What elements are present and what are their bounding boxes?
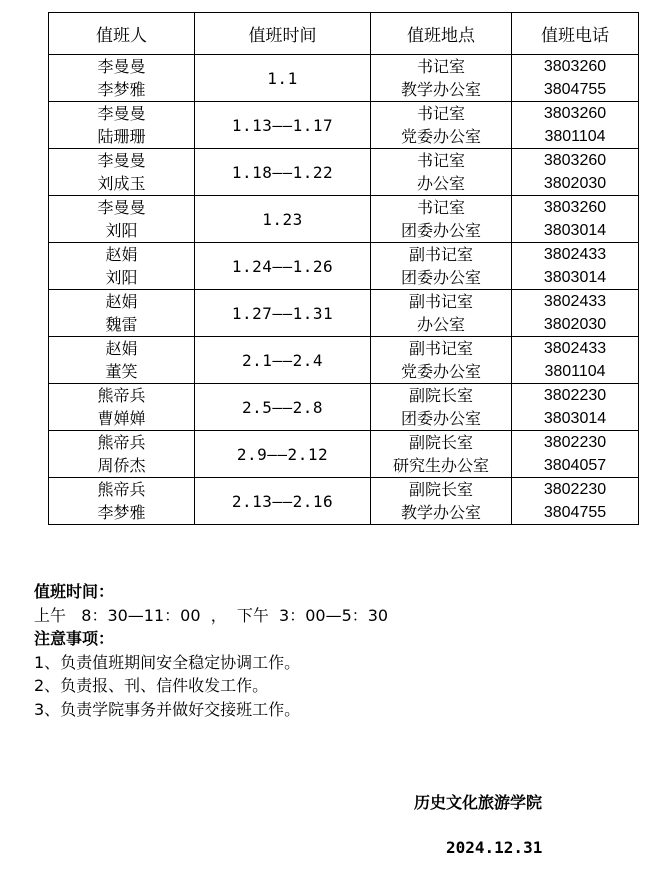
cell-people-line: 魏雷 (105, 315, 138, 334)
cell-phones (512, 196, 639, 243)
cell-phones (512, 149, 639, 196)
cell-people-line: 刘阳 (105, 268, 138, 287)
cell-phones-line: 3803014 (543, 410, 607, 427)
cell-phones-line: 3802030 (543, 316, 607, 333)
notes-section (34, 580, 388, 721)
cell-time: 1.24——1.26 (195, 243, 371, 290)
cell-places-line: 书记室 (416, 57, 465, 76)
cell-phones (512, 102, 639, 149)
cell-places (371, 102, 512, 149)
cell-phones-line: 3802230 (543, 387, 607, 404)
table-row (49, 337, 639, 384)
cell-time: 2.5——2.8 (195, 384, 371, 431)
cell-people-line: 曹婵婵 (97, 409, 146, 428)
cell-places-line: 副院长室 (408, 433, 473, 452)
cell-places-line: 副书记室 (408, 292, 473, 311)
header-phone: 值班电话 (512, 13, 639, 55)
cell-places-line: 教学办公室 (400, 80, 481, 99)
cell-people-line: 李曼曼 (97, 151, 146, 170)
cell-people-line: 董笑 (105, 362, 138, 381)
cell-people (49, 55, 195, 102)
duty-hours-heading: 值班时间： (34, 582, 115, 601)
cell-phones-line: 3803260 (543, 58, 607, 75)
cell-places-line: 教学办公室 (400, 503, 481, 522)
cell-phones-line: 3802230 (543, 434, 607, 451)
cell-people (49, 149, 195, 196)
header-time: 值班时间 (195, 13, 371, 55)
cell-people-line: 李梦雅 (97, 503, 146, 522)
cell-people-line: 刘成玉 (97, 174, 146, 193)
cell-phones-line: 3802433 (543, 246, 607, 263)
cell-places (371, 290, 512, 337)
cell-phones (512, 290, 639, 337)
table-row (49, 478, 639, 525)
cell-people-line: 赵娟 (105, 292, 138, 311)
header-place: 值班地点 (371, 13, 512, 55)
cell-people (49, 290, 195, 337)
cell-people-line: 熊帝兵 (97, 386, 146, 405)
cell-people-line: 周侨杰 (97, 456, 146, 475)
cell-places-line: 副院长室 (408, 480, 473, 499)
signature-date: 2024.12.31 (446, 838, 543, 857)
cell-people (49, 384, 195, 431)
duty-hours-text: 上午 8：30—11：00 ， 下午 3：00—5：30 (34, 605, 389, 625)
cell-places (371, 478, 512, 525)
cell-time: 1.23 (195, 196, 371, 243)
cell-people-line: 陆珊珊 (97, 127, 146, 146)
cell-time: 1.27——1.31 (195, 290, 371, 337)
header-person: 值班人 (49, 13, 195, 55)
cell-phones (512, 337, 639, 384)
cell-places-line: 研究生办公室 (392, 456, 489, 475)
cell-phones-line: 3803260 (543, 152, 607, 169)
cell-people-line: 李曼曼 (97, 104, 146, 123)
cell-places-line: 书记室 (416, 151, 465, 170)
table-row (49, 290, 639, 337)
cell-people (49, 337, 195, 384)
cell-places-line: 党委办公室 (400, 127, 481, 146)
cell-people (49, 431, 195, 478)
table-row (49, 196, 639, 243)
cell-places-line: 办公室 (416, 315, 465, 334)
cell-people (49, 243, 195, 290)
cell-phones (512, 243, 639, 290)
cell-phones-line: 3803260 (543, 105, 607, 122)
cell-phones-line: 3804057 (543, 457, 607, 474)
table-row (49, 384, 639, 431)
cell-people-line: 李梦雅 (97, 80, 146, 99)
cell-phones (512, 478, 639, 525)
cell-phones-line: 3804755 (543, 81, 607, 98)
cell-places-line: 副书记室 (408, 245, 473, 264)
cell-people-line: 熊帝兵 (97, 480, 146, 499)
cell-people (49, 102, 195, 149)
cell-time: 1.1 (195, 55, 371, 102)
table-row (49, 149, 639, 196)
cell-places (371, 337, 512, 384)
cell-people-line: 赵娟 (105, 245, 138, 264)
cell-places (371, 243, 512, 290)
cell-time: 2.1——2.4 (195, 337, 371, 384)
table-row (49, 431, 639, 478)
signature-org: 历史文化旅游学院 (414, 793, 543, 812)
cell-places-line: 书记室 (416, 104, 465, 123)
cell-phones (512, 384, 639, 431)
cell-phones-line: 3801104 (544, 363, 606, 380)
cell-phones-line: 3804755 (543, 504, 607, 521)
cell-places (371, 196, 512, 243)
cell-people-line: 李曼曼 (97, 198, 146, 217)
cell-people (49, 478, 195, 525)
table-row (49, 55, 639, 102)
table-row (49, 243, 639, 290)
cell-people-line: 赵娟 (105, 339, 138, 358)
cell-places-line: 团委办公室 (400, 268, 481, 287)
cell-places-line: 副书记室 (408, 339, 473, 358)
cell-time: 2.9——2.12 (195, 431, 371, 478)
cell-phones-line: 3801104 (544, 128, 606, 145)
cell-phones (512, 431, 639, 478)
cell-time: 1.13——1.17 (195, 102, 371, 149)
cell-places (371, 55, 512, 102)
note-item: 1、负责值班期间安全稳定协调工作。 (34, 652, 301, 672)
note-item: 3、负责学院事务并做好交接班工作。 (34, 699, 301, 719)
cell-places (371, 431, 512, 478)
cell-people-line: 刘阳 (105, 221, 138, 240)
cell-places (371, 149, 512, 196)
table-row (49, 102, 639, 149)
cell-people-line: 熊帝兵 (97, 433, 146, 452)
cell-time: 1.18——1.22 (195, 149, 371, 196)
cell-places-line: 团委办公室 (400, 221, 481, 240)
cell-phones-line: 3803260 (543, 199, 607, 216)
cell-people-line: 李曼曼 (97, 57, 146, 76)
cell-people (49, 196, 195, 243)
notes-heading: 注意事项： (34, 629, 115, 648)
cell-phones-line: 3802030 (543, 175, 607, 192)
cell-places-line: 党委办公室 (400, 362, 481, 381)
cell-phones-line: 3802230 (543, 481, 607, 498)
cell-phones-line: 3803014 (543, 269, 607, 286)
cell-time: 2.13——2.16 (195, 478, 371, 525)
cell-phones-line: 3803014 (543, 222, 607, 239)
cell-phones-line: 3802433 (543, 293, 607, 310)
cell-places-line: 团委办公室 (400, 409, 481, 428)
cell-phones-line: 3802433 (543, 340, 607, 357)
table-header-row (49, 13, 639, 55)
cell-places-line: 副院长室 (408, 386, 473, 405)
duty-roster-table (48, 12, 639, 525)
note-item: 2、负责报、刊、信件收发工作。 (34, 676, 269, 695)
cell-phones (512, 55, 639, 102)
cell-places (371, 384, 512, 431)
cell-places-line: 书记室 (416, 198, 465, 217)
cell-places-line: 办公室 (416, 174, 465, 193)
